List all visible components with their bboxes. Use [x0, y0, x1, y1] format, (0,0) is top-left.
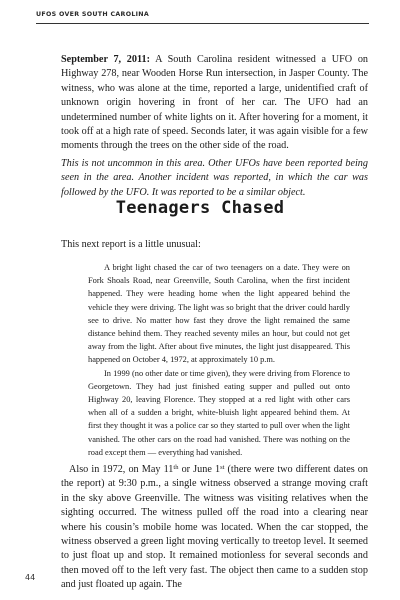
section-heading: Teenagers Chased	[115, 198, 285, 218]
ordinal-suffix-st: st	[220, 464, 225, 471]
body-text-b: or June 1	[178, 464, 221, 475]
quote-paragraph-2: In 1999 (no other date or time given), they were driving from Florence to Georgetown. They had just finished eating supper and pulled out onto Highway 20, leaving Florence. They stopped at a red light with other cars when all of a sudden a bright, white-bluish light appeared behind them. At first they thought it was a police car so they started to pull over when the light vanished. The other cars on the road had vanished. There was nothing on the road except them — everything had vanished.	[88, 368, 350, 457]
running-head: UFOS OVER SOUTH CAROLINA	[36, 11, 150, 18]
sighting-entry-paragraph	[61, 53, 368, 154]
body-text-c: (there were two different dates on the report) at 9:30 p.m., a single witness observed a strange moving craft in the sky above Greenville. The witness was visiting relatives when the sighting occurred. The witness pulled off the road into a clearing near where his cousin’s mobile home was located. When the car stopped, the witness observed a green light moving vertically to treetop level. It seemed to just float up and stop. It remained motionless for several seconds and then moved off to the left very fast. The object then came to a sudden stop and just floated up again. The	[61, 464, 368, 591]
block-quote	[88, 261, 350, 459]
editorial-note: This is not uncommon in this area. Other UFOs have been reported being seen in the area. Another incident was reported, in which the car was followed by the UFO. It was reported to be a similar object.	[61, 158, 368, 198]
body-text-a: Also in 1972, on May 11	[69, 464, 174, 475]
body-paragraph	[61, 463, 368, 593]
header-rule	[36, 23, 369, 24]
entry-date: September 7, 2011:	[61, 54, 150, 65]
page-number: 44	[25, 573, 36, 582]
ordinal-suffix-th: th	[173, 464, 179, 471]
section-intro: This next report is a little unusual:	[61, 239, 201, 250]
quote-paragraph-1: A bright light chased the car of two teenagers on a date. They were on Fork Shoals Road, near Greenville, South Carolina, when the first incident happened. They were heading home when the light appeared behind the vehicle they were driving. The light was so bright that the driver could hardly see to drive. No matter how fast they drove the light remained the same distance behind them. They reached seventy miles an hour, but could not get away from the light. After about five minutes, the light just disappeared. This happened on October 4, 1972, at approximately 10 p.m.	[88, 263, 350, 365]
entry-text: A South Carolina resident witnessed a UFO on Highway 278, near Wooden Horse Run intersection, in Jasper County. The witness, who was alone at the time, reported a large, unidentified craft of unknown origin hovering in front of her car. The UFO had an undetermined number of white lights on it. After hovering for a moment, it took off at a high rate of speed. Seconds later, it was again visible for a few moments through the trees on the other side of the road.	[61, 54, 369, 152]
